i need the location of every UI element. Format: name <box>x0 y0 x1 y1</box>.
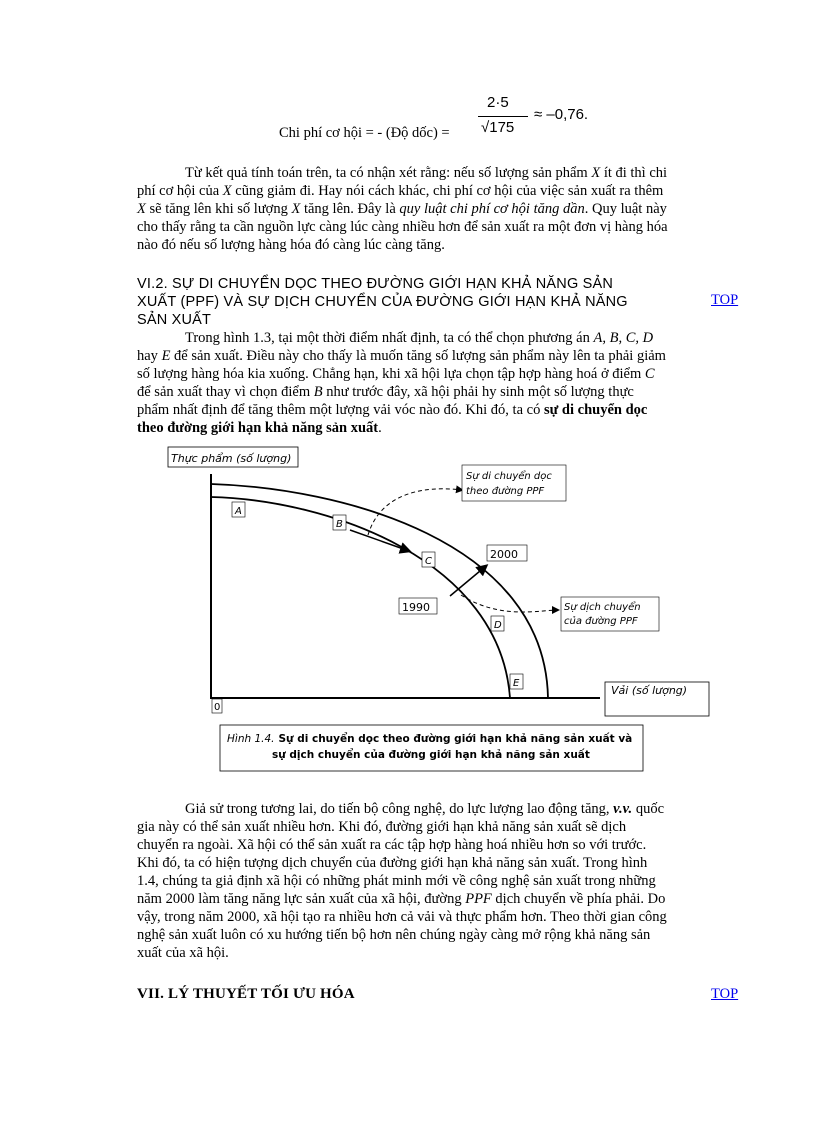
origin-label: 0 <box>214 702 221 713</box>
figure-caption-box <box>220 725 643 771</box>
movement-callout-line2: theo đường PPF <box>466 486 545 497</box>
para1-line1: Từ kết quả tính toán trên, ta có nhận xét rằng: nếu số lượng sản phẩm X ít đi thì chi <box>185 165 668 181</box>
para2-line1: Trong hình 1.3, tại một thời điểm nhất định, ta có thể chọn phương án A, B, C, D <box>185 330 654 346</box>
para2-line3: số lượng hàng hóa kia xuống. Chẳng hạn, khi xã hội lựa chọn tập hợp hàng hoá ở điểm C <box>137 366 655 382</box>
shift-callout-line2: của đường PPF <box>564 616 638 627</box>
heading-line3: SẢN XUẤT <box>137 312 212 328</box>
point-d: D <box>494 620 502 631</box>
para3-line7: vậy, trong năm 2000, xã hội tạo ra nhiều hơn cả vải và thực phẩm hơn. Theo thời gian công <box>137 909 667 925</box>
para3-line5: 1.4, chúng ta giả định xã hội có những phát minh mới về công nghệ sản xuất trong những <box>137 873 656 889</box>
year-1990-label: 1990 <box>402 601 430 614</box>
top-link[interactable]: TOP <box>711 292 739 308</box>
formula-result: ≈ –0,76. <box>534 106 589 123</box>
para1-line2: phí cơ hội của X cũng giảm đi. Hay nói cách khác, chi phí cơ hội của việc sản xuất ra thêm <box>137 183 664 199</box>
shift-callout-line1: Sự dịch chuyển <box>564 602 641 613</box>
figure-caption-line1: Hình 1.4. Sự di chuyển dọc theo đường giới hạn khả năng sản xuất và <box>227 733 633 745</box>
formula-denominator: √175 <box>481 119 515 136</box>
heading-line1: VI.2. SỰ DI CHUYỂN DỌC THEO ĐƯỜNG GIỚI HẠN KHẢ NĂNG SẢN <box>137 276 614 292</box>
para1-line4: cho thấy rằng ta cần nguồn lực càng lúc càng nhiều hơn để sản xuất ra một đơn vị hàng hóa <box>137 219 668 235</box>
para1-line3: X sẽ tăng lên khi số lượng X tăng lên. Đây là quy luật chi phí cơ hội tăng dần. Quy luật này <box>137 201 667 217</box>
formula-label: Chi phí cơ hội = - (Độ dốc) = <box>279 125 450 141</box>
section-heading-vii: VII. LÝ THUYẾT TỐI ƯU HÓA <box>137 986 355 1002</box>
top-link-vii[interactable]: TOP <box>711 986 739 1002</box>
shift-arrow <box>450 566 486 596</box>
movement-callout-line1: Sự di chuyển dọc <box>466 471 552 482</box>
x-axis-label: Vải (số lượng) <box>611 684 688 697</box>
para3-line1: Giả sử trong tương lai, do tiến bộ công nghệ, do lực lượng lao động tăng, v.v. quốc <box>185 801 664 817</box>
heading-line2: XUẤT (PPF) VÀ SỰ DỊCH CHUYỂN CỦA ĐƯỜNG GIỚI HẠN KHẢ NĂNG <box>137 294 628 310</box>
para3-line2: gia này có thể sản xuất nhiều hơn. Khi đó, đường giới hạn khả năng sản xuất sẽ dịch <box>137 819 627 835</box>
point-a: A <box>235 506 242 517</box>
year-2000-label: 2000 <box>490 548 518 561</box>
para3-line9: xuất của xã hội. <box>137 945 229 961</box>
para1-line5: nào đó nếu số lượng hàng hóa đó càng lúc càng tăng. <box>137 237 445 253</box>
para3-line6: năm 2000 làm tăng năng lực sản xuất của xã hội, đường PPF dịch chuyển về phía phải. Do <box>137 891 666 907</box>
para3-line3: chuyển ra ngoài. Xã hội có thể sản xuất ra các tập hợp hàng hoá nhiều hơn so với trước. <box>137 837 647 853</box>
y-axis-label: Thực phẩm (số lượng) <box>171 452 292 465</box>
movement-arrow <box>350 530 409 551</box>
para2-line2: hay E để sản xuất. Điều này cho thấy là muốn tăng số lượng sản phẩm này lên ta phải giảm <box>137 348 666 364</box>
point-c: C <box>425 556 432 567</box>
formula-numerator: 2·5 <box>487 94 509 111</box>
para2-line4: để sản xuất thay vì chọn điểm B như trước đây, xã hội phải hy sinh một số lượng thực <box>137 384 634 400</box>
para3-line8: nghệ sản xuất luôn có xu hướng tiến bộ hơn nên chúng ngày càng mở rộng khả năng sản <box>137 927 651 943</box>
ppf-curve-2000 <box>211 484 548 698</box>
para3-line4: Khi đó, ta có hiện tượng dịch chuyển của đường giới hạn khả năng sản xuất. Trong hình <box>137 855 648 871</box>
ppf-curve-1990 <box>211 497 510 698</box>
para2-line6: theo đường giới hạn khả năng sản xuất. <box>137 420 382 436</box>
point-e: E <box>513 678 520 689</box>
para2-line5: phẩm nhất định để tăng thêm một lượng vải vóc nào đó. Khi đó, ta có sự di chuyển dọc <box>137 402 648 418</box>
point-b: B <box>336 519 343 530</box>
figure-caption-line2: sự dịch chuyển của đường giới hạn khả năng sản xuất <box>272 749 590 761</box>
